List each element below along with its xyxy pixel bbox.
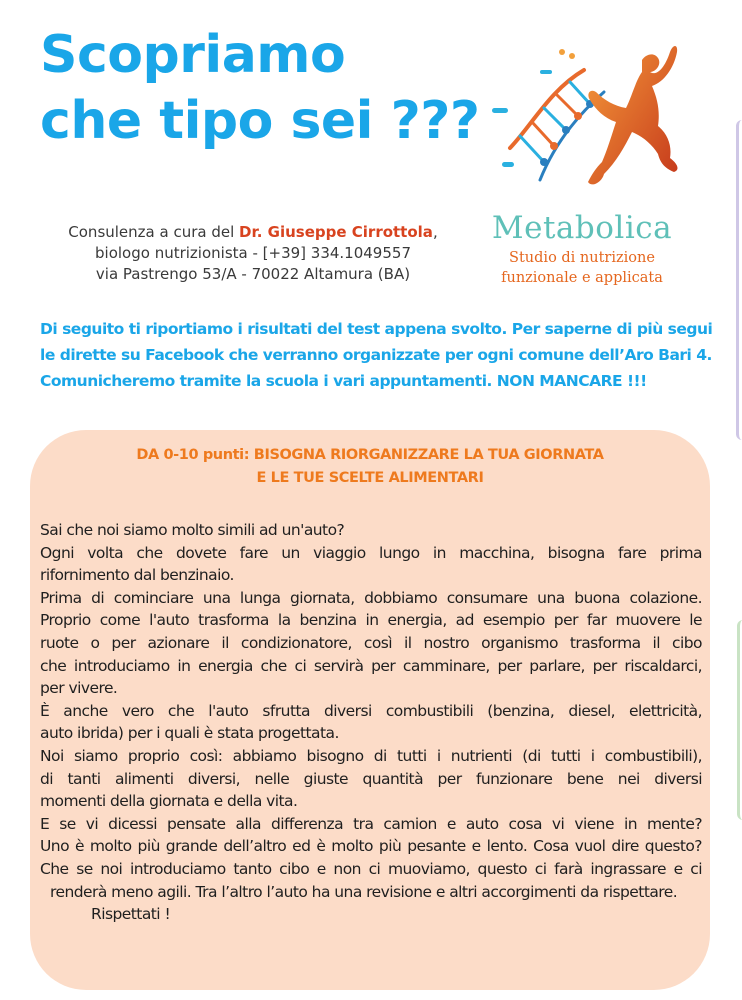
- brand-block: [472, 208, 692, 288]
- body-line: Ogni volta che dovete fare un viaggio lungo in macchina, bisogna fare prima: [40, 543, 702, 562]
- body-line: momenti della giornata e della vita.: [40, 792, 298, 811]
- body-line: renderà meno agili. Tra l’altro l’auto ha una revisione e altri accorgimenti da rispettare.: [50, 882, 678, 901]
- consultation-info: [66, 222, 440, 285]
- headline-line-1: Scopriamo: [40, 25, 346, 85]
- consult-suffix: ,: [432, 223, 438, 241]
- intro-paragraph: [40, 316, 713, 394]
- intro-line-1: Di seguito ti riportiamo i risultati del test appena svolto. Per saperne di più segui: [40, 320, 713, 338]
- result-title: [30, 444, 710, 490]
- headline-line-2: che tipo sei ???: [40, 91, 480, 151]
- doctor-name: Dr. Giuseppe Cirrottola: [239, 223, 433, 241]
- brand-tagline-2: funzionale e applicata: [501, 270, 663, 286]
- body-line: È anche vero che l'auto sfrutta diversi combustibili (benzina, diesel, elettricità,: [40, 701, 702, 720]
- body-line: che introduciamo in energia che ci servirà per camminare, per parlare, per riscaldarci,: [40, 656, 702, 675]
- result-card: [30, 430, 710, 990]
- body-line: Proprio come l'auto trasforma la benzina in energia, ad esempio per far muovere le: [40, 611, 702, 630]
- result-title-line-2: E LE TUE SCELTE ALIMENTARI: [256, 470, 484, 486]
- body-line: di tanti alimenti diversi, nelle giuste quantità per funzionare bene nei diversi: [40, 769, 702, 788]
- body-line: E se vi dicessi pensate alla differenza tra camion e auto cosa vi viene in mente?: [40, 814, 702, 833]
- body-line: Noi siamo proprio così: abbiamo bisogno di tutti i nutrienti (di tutti i combustibili),: [40, 746, 702, 765]
- body-line: auto ibrida) per i quali è stata progettata.: [40, 724, 339, 743]
- consult-prefix: Consulenza a cura del: [68, 223, 240, 241]
- dna-runner-logo-icon: [492, 30, 682, 200]
- intro-line-3: Comunicheremo tramite la scuola i vari appuntamenti. NON MANCARE !!!: [40, 372, 647, 390]
- body-line: Rispettati !: [91, 905, 171, 924]
- side-decoration-top: [736, 120, 742, 440]
- body-line: Uno è molto più grande dell’altro ed è molto più pesante e lento. Cosa vuol dire questo?: [40, 837, 702, 856]
- body-line: per vivere.: [40, 679, 118, 698]
- body-line: rifornimento dal benzinaio.: [40, 566, 234, 585]
- intro-line-2: le dirette su Facebook che verranno organizzate per ogni comune dell’Aro Bari 4.: [40, 346, 712, 364]
- consult-line-1: [66, 222, 440, 243]
- consult-address: via Pastrengo 53/A - 70022 Altamura (BA): [95, 265, 411, 283]
- result-body: [40, 519, 702, 926]
- brand-name: Metabolica: [491, 210, 673, 246]
- body-line: Prima di cominciare una lunga giornata, dobbiamo consumare una buona colazione.: [40, 588, 702, 607]
- headline: [40, 22, 480, 154]
- body-line: ruote o per azionare il condizionatore, così il nostro organismo trasforma il cibo: [40, 633, 702, 652]
- body-line: Sai che noi siamo molto simili ad un'auto?: [40, 521, 345, 539]
- side-decoration-bottom: [737, 620, 742, 820]
- brand-tagline-1: Studio di nutrizione: [509, 250, 655, 266]
- body-line: Che se noi introduciamo tanto cibo e non ci muoviamo, questo ci farà ingrassare e ci: [40, 859, 702, 878]
- consult-phone: biologo nutrizionista - [+39] 334.1049557: [95, 244, 411, 262]
- result-title-line-1: DA 0-10 punti: BISOGNA RIORGANIZZARE LA TUA GIORNATA: [136, 447, 604, 463]
